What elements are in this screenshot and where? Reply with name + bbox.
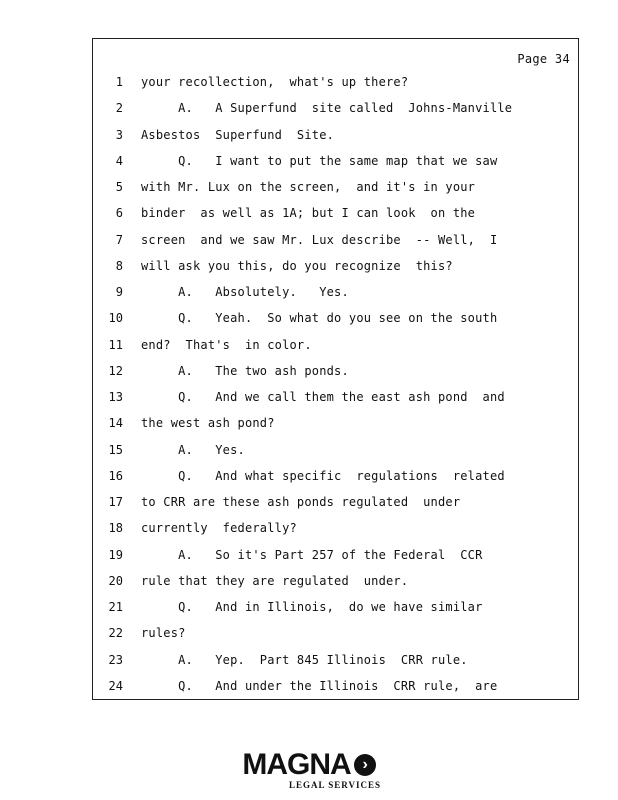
- transcript-line: [93, 152, 578, 178]
- line-text: to CRR are these ash ponds regulated under: [141, 495, 461, 509]
- line-number: 4: [115, 153, 123, 168]
- transcript-lines: [93, 73, 578, 703]
- line-text: A. Yep. Part 845 Illinois CRR rule.: [141, 652, 468, 667]
- transcript-line: [93, 283, 578, 309]
- transcript-line: [93, 126, 578, 152]
- line-text: rule that they are regulated under.: [141, 573, 409, 588]
- transcript-line: [93, 546, 578, 572]
- transcript-line: [93, 493, 578, 519]
- line-text: end? That's in color.: [141, 337, 312, 352]
- transcript-line: [93, 467, 578, 493]
- line-number: 7: [115, 232, 123, 247]
- line-text: A. So it's Part 257 of the Federal CCR: [141, 547, 483, 562]
- line-text: Q. And we call them the east ash pond and: [141, 390, 505, 404]
- logo-subtitle: LEGAL SERVICES: [289, 780, 381, 790]
- transcript-line: [93, 362, 578, 388]
- line-text: rules?: [141, 626, 186, 641]
- line-number: 14: [108, 416, 123, 431]
- line-number: 5: [115, 180, 123, 194]
- line-number: 6: [115, 206, 123, 221]
- line-number: 19: [108, 547, 123, 562]
- line-number: 3: [115, 127, 123, 142]
- transcript-line: [93, 572, 578, 598]
- line-number: 21: [108, 600, 123, 614]
- transcript-line: [93, 257, 578, 283]
- line-text: Q. And in Illinois, do we have similar: [141, 600, 483, 614]
- transcript-line: [93, 388, 578, 414]
- line-number: 1: [115, 75, 123, 89]
- line-text: binder as well as 1A; but I can look on the: [141, 206, 476, 221]
- line-number: 24: [108, 678, 123, 693]
- line-text: Asbestos Superfund Site.: [141, 127, 335, 142]
- transcript-line: [93, 309, 578, 335]
- line-number: 10: [108, 311, 123, 326]
- line-text: with Mr. Lux on the screen, and it's in your: [141, 180, 476, 194]
- line-number: 23: [108, 652, 123, 667]
- line-text: Q. And under the Illinois CRR rule, are: [141, 678, 498, 693]
- transcript-line: [93, 178, 578, 204]
- line-text: Q. And what specific regulations related: [141, 468, 505, 483]
- line-text: A. Absolutely. Yes.: [141, 285, 349, 299]
- line-text: the west ash pond?: [141, 416, 275, 431]
- line-text: A. A Superfund site called Johns-Manville: [141, 101, 513, 116]
- line-number: 9: [115, 285, 123, 299]
- transcript-line: [93, 99, 578, 125]
- line-text: A. Yes.: [141, 442, 245, 457]
- line-number: 15: [108, 442, 123, 457]
- transcript-line: [93, 624, 578, 650]
- magna-logo: [0, 748, 618, 790]
- transcript-line: [93, 231, 578, 257]
- line-text: Q. I want to put the same map that we saw: [141, 153, 498, 168]
- line-number: 20: [108, 573, 123, 588]
- line-text: Q. Yeah. So what do you see on the south: [141, 311, 498, 326]
- transcript-line: [93, 336, 578, 362]
- chevron-right-icon: ›: [354, 754, 376, 776]
- transcript-page: [92, 38, 579, 700]
- transcript-line: [93, 73, 578, 99]
- line-text: currently federally?: [141, 521, 297, 536]
- line-number: 16: [108, 468, 123, 483]
- line-number: 22: [108, 626, 123, 641]
- transcript-line: [93, 519, 578, 545]
- line-number: 18: [108, 521, 123, 536]
- line-number: 2: [115, 101, 123, 116]
- line-number: 13: [108, 390, 123, 404]
- line-number: 11: [108, 337, 123, 352]
- line-text: screen and we saw Mr. Lux describe -- Well, I: [141, 232, 498, 247]
- line-text: A. The two ash ponds.: [141, 363, 349, 378]
- line-text: your recollection, what's up there?: [141, 75, 409, 89]
- line-number: 12: [108, 363, 123, 378]
- transcript-line: [93, 441, 578, 467]
- transcript-line: [93, 598, 578, 624]
- line-number: 17: [108, 495, 123, 509]
- transcript-line: [93, 414, 578, 440]
- page-number: Page 34: [517, 52, 570, 66]
- line-text: will ask you this, do you recognize this?: [141, 258, 453, 273]
- transcript-line: [93, 651, 578, 677]
- transcript-line: [93, 677, 578, 703]
- transcript-line: [93, 204, 578, 230]
- logo-wordmark: MAGNA: [242, 748, 351, 781]
- line-number: 8: [115, 258, 123, 273]
